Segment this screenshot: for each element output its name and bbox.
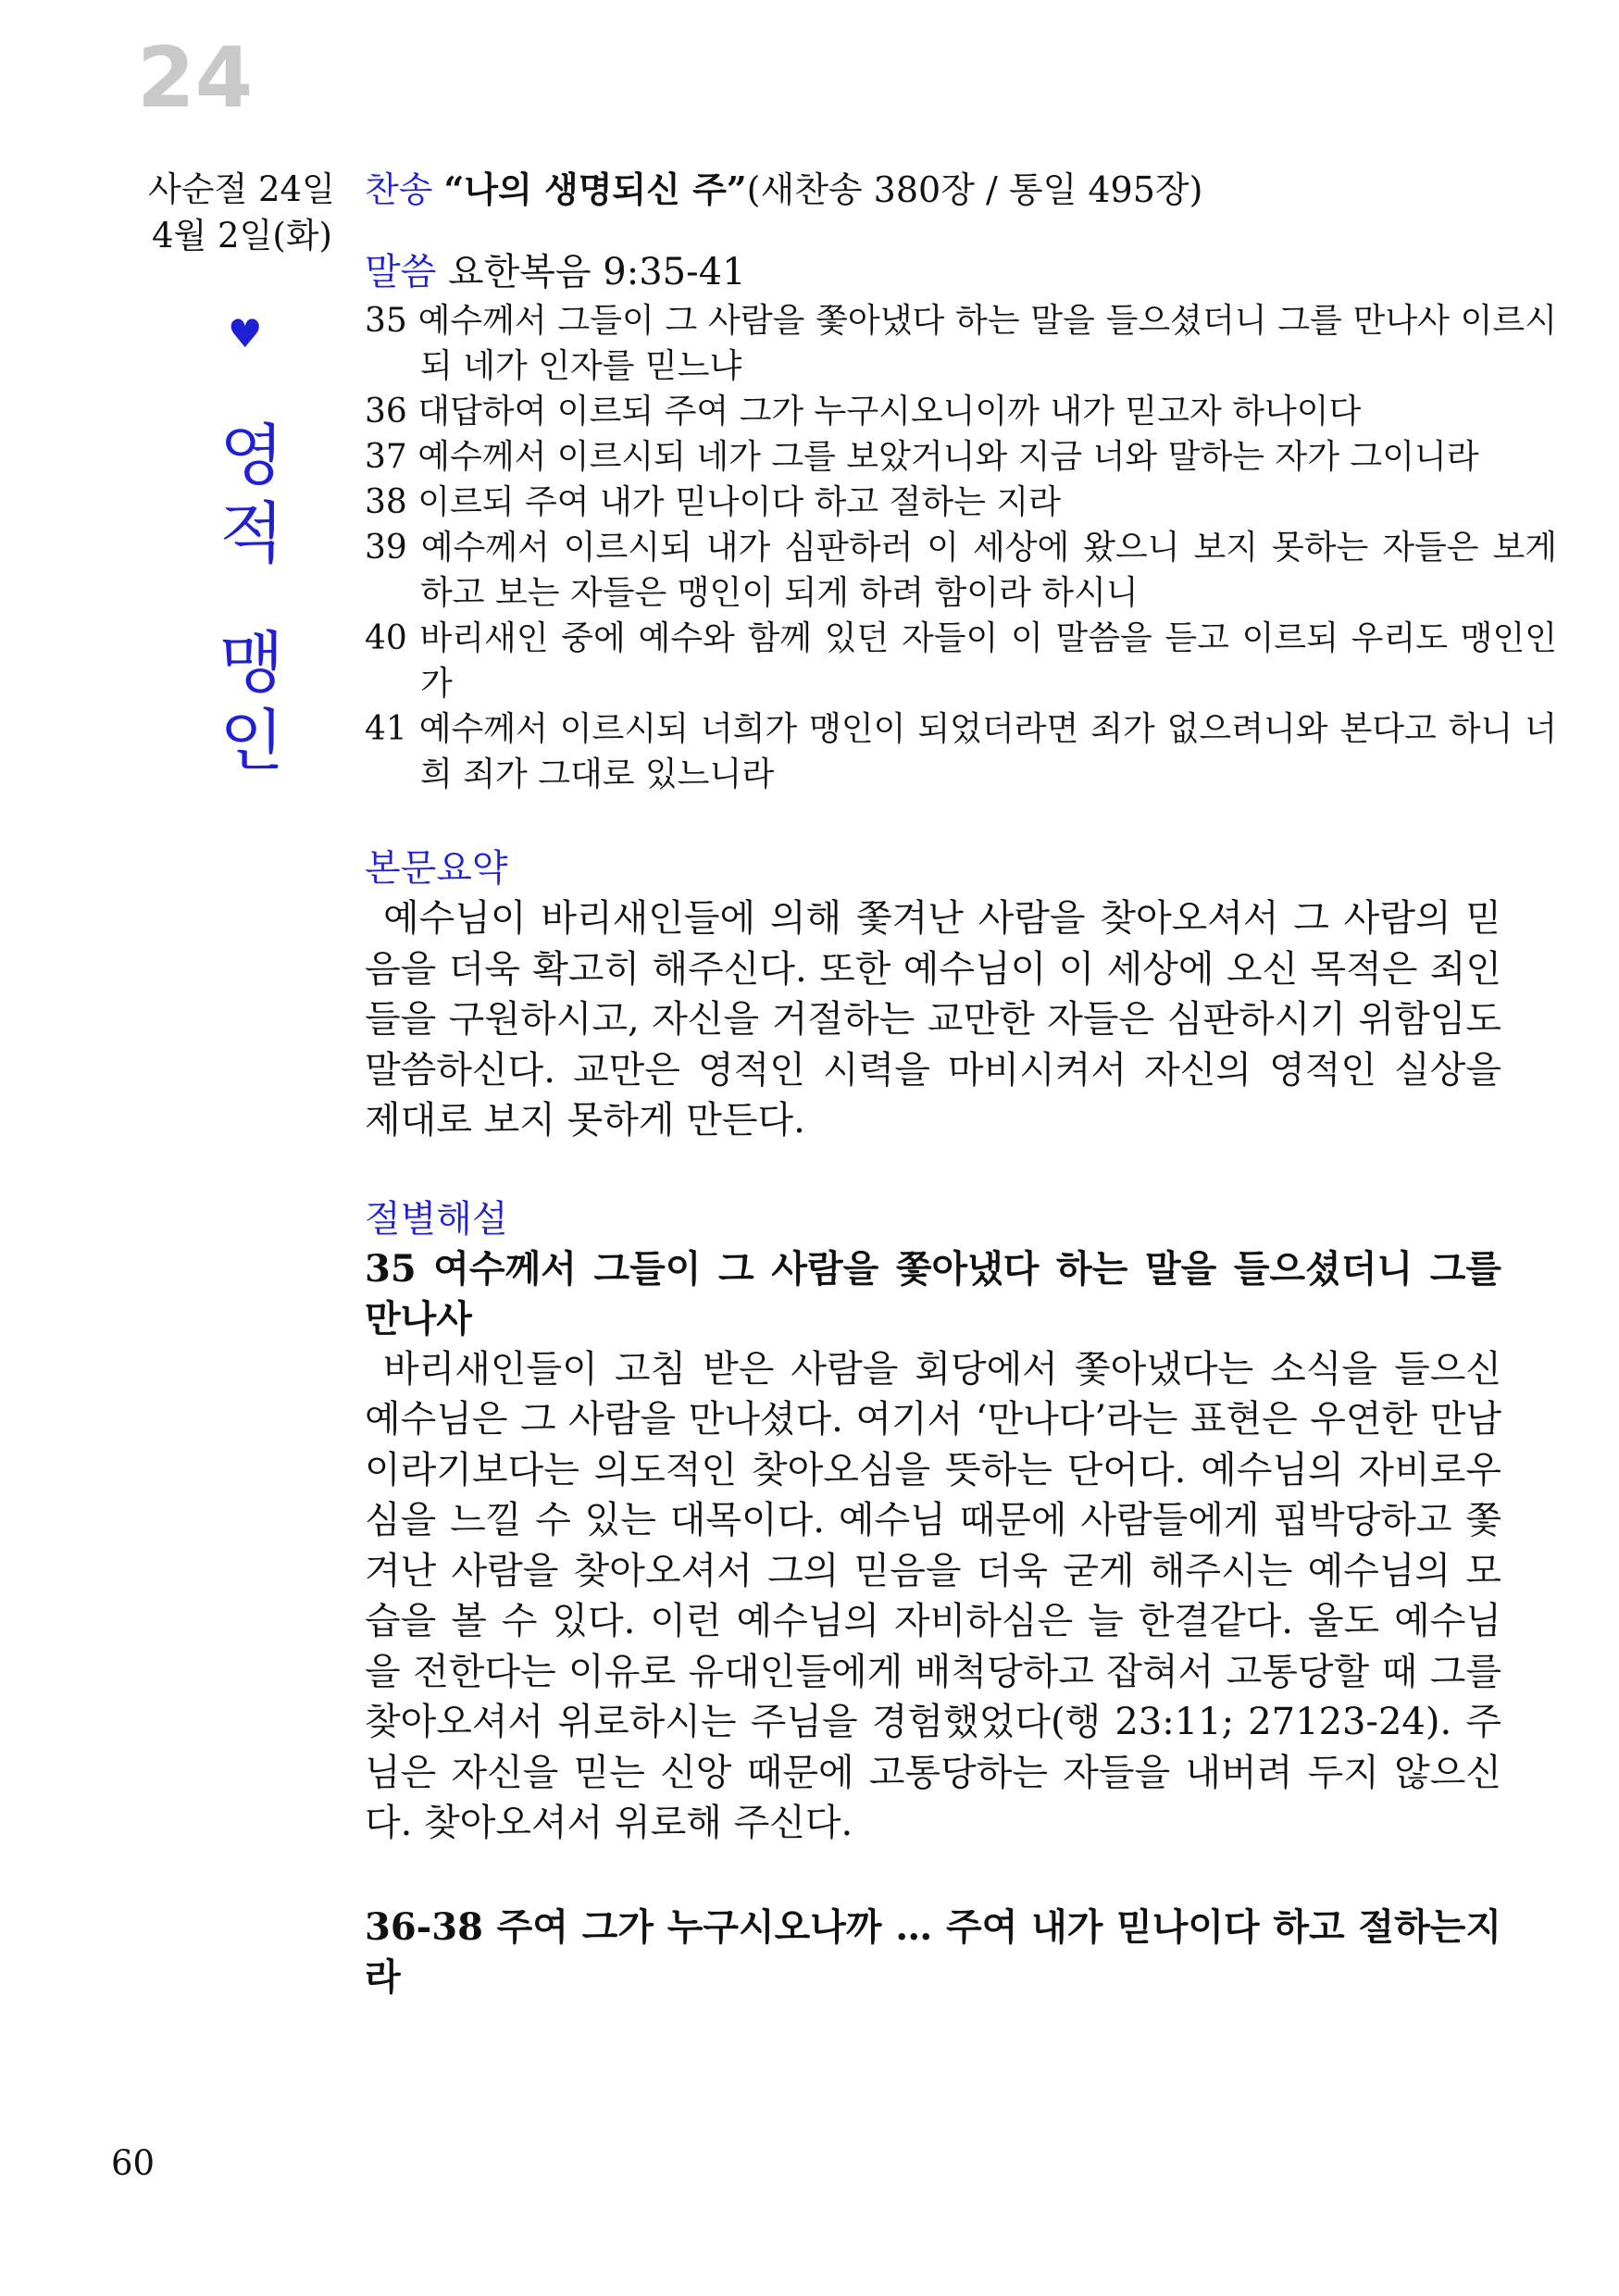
scripture-verse: 38 이르되 주여 내가 믿나이다 하고 절하는 지라 [365,483,1061,521]
theme-char: 맹 [219,624,284,702]
theme-title [205,417,298,780]
scripture-label: 말씀 [365,251,437,293]
commentary-verse-heading: 36-38 주여 그가 누구시오나까 … 주여 내가 믿나이다 하고 절하는지라 [365,1904,1501,1999]
heart-icon: ♥ [228,311,263,356]
commentary-text: 바리새인들이 고침 받은 사람을 회당에서 쫓아냈다는 소식을 들으신 예수님은 그 사람을 만나셨다. 여기서 ‘만나다’라는 표현은 우연한 만남이라기보다는 의도적인 찾아오심을 뜻하는 단어다. 예수님의 자비로우심을 느낄 수 있는 대목이다. 예수님 때문에 사람들에게 핍박당하고 쫓겨난 사람을 찾아오셔서 그의 믿음을 더욱 굳게 해주시는 예수님의 모습을 볼 수 있다. 이런 예수님의 자비하심은 늘 한결같다. 울도 예수님을 전한다는 이유로 유대인들에게 배척당하고 잡혀서 고통당할 때 그를 찾아오셔서 위로하시는 주님을 경험했었다(행 23:11; 27123-24). 주님은 자신을 믿는 신앙 때문에 고통당하는 자들을 내버려 두지 않으신다. 찾아오셔서 위로해 주신다. [365,1347,1501,1844]
summary-title: 본문요약 [365,847,508,890]
summary-text: 예수님이 바리새인들에 의해 쫓겨난 사람을 찾아오셔서 그 사람의 믿음을 더욱 확고히 해주신다. 또한 예수님이 이 세상에 오신 목적은 죄인들을 구원하시고, 자신을 거절하는 교만한 자들은 심판하시기 위함임도 말씀하신다. 교만은 영적인 시력을 마비시켜서 자신의 영적인 실상을 제대로 보지 못하게 만든다. [365,897,1501,1142]
theme-char: 인 [219,702,284,780]
scripture-verse: 41 예수께서 이르시되 너희가 맹인이 되었더라면 죄가 없으려니와 본다고 하니 너희 죄가 그대로 있느니라 [365,710,1557,793]
date-block [148,167,335,259]
calendar-date: 4월 2일(화) [152,216,332,256]
hymn-label: 찬송 [365,169,433,210]
season-day: 사순절 24일 [148,169,335,209]
hymn-title: “나의 생명되신 주” [443,168,747,210]
scripture-reference: 요한복음 9:35-41 [448,251,746,293]
commentary-title: 절별해설 [365,1197,508,1241]
scripture-verses [365,298,1557,797]
theme-char: 적 [219,494,284,572]
scripture-verse: 37 예수께서 이르시되 네가 그를 보았거니와 지금 너와 말하는 자가 그이니라 [365,438,1479,476]
day-number: 24 [137,30,254,127]
theme-char: 영 [219,417,284,494]
main-content [365,167,1557,2003]
hymn-numbers: (새찬송 380장 / 통일 495장) [746,169,1203,210]
scripture-verse: 36 대답하여 이르되 주여 그가 누구시오니이까 내가 믿고자 하나이다 [365,393,1362,430]
commentary-verse-heading: 35 여수께서 그들이 그 사람을 쫓아냈다 하는 말을 들으셨더니 그를 만나사 [365,1246,1501,1341]
scripture-heading [365,248,1522,296]
scripture-verse: 40 바리새인 중에 예수와 함께 있던 자들이 이 말씀을 듣고 이르되 우리도 맹인인가 [365,619,1557,703]
theme-gap [205,572,298,624]
scripture-verse: 39 예수께서 이르시되 내가 심판하러 이 세상에 왔으니 보지 못하는 자들은 보게 하고 보는 자들은 맹인이 되게 하려 함이라 하시니 [365,529,1557,612]
page-number: 60 [111,2143,156,2183]
hymn-line [365,167,1522,213]
scripture-verse: 35 예수께서 그들이 그 사람을 쫓아냈다 하는 말을 들으셨더니 그를 만나사 이르시되 네가 인자를 믿느냐 [365,302,1557,385]
